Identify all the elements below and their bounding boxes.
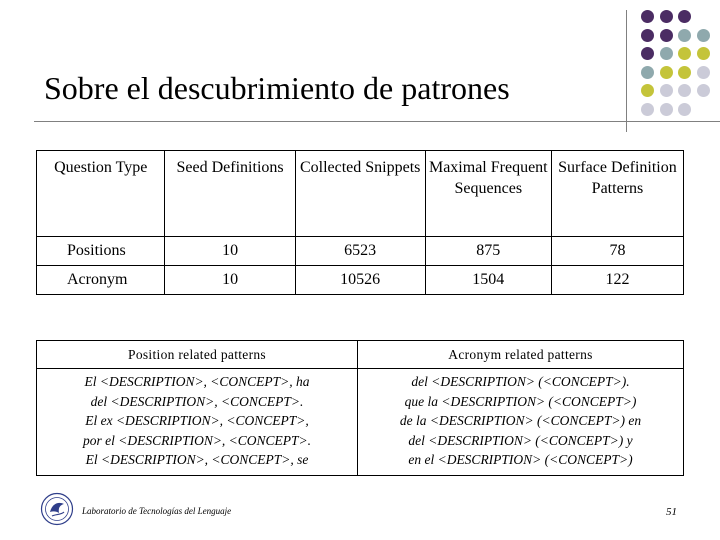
- decorative-dot-grid: [641, 10, 717, 124]
- pattern-line: en el <DESCRIPTION> (<CONCEPT>): [408, 452, 633, 468]
- pattern-line: del <DESCRIPTION> (<CONCEPT>).: [411, 374, 630, 389]
- lab-name: Laboratorio de Tecnologías del Lenguaje: [82, 506, 232, 516]
- title-divider: [34, 121, 720, 122]
- table-cell: Acronym: [37, 266, 165, 295]
- decorative-dot: [660, 10, 673, 23]
- column-header: Maximal Frequent Sequences: [425, 151, 551, 237]
- table-cell: 122: [551, 266, 683, 295]
- decorative-dot: [678, 103, 691, 116]
- decorative-dot: [641, 66, 654, 79]
- table-cell: 6523: [295, 237, 425, 266]
- decorative-dot: [678, 10, 691, 23]
- table-cell: 78: [551, 237, 683, 266]
- decorative-dot: [660, 29, 673, 42]
- pattern-line: El <DESCRIPTION>, <CONCEPT>, ha: [84, 374, 310, 389]
- column-header: Seed Definitions: [165, 151, 295, 237]
- table-cell: 10: [165, 237, 295, 266]
- statistics-header-row: [37, 151, 684, 237]
- decorative-dot: [697, 66, 710, 79]
- decorative-dot: [641, 84, 654, 97]
- decorative-dot: [697, 29, 710, 42]
- pattern-line: El <DESCRIPTION>, <CONCEPT>, se: [85, 452, 309, 468]
- decorative-dot: [678, 47, 691, 60]
- pattern-line: de la <DESCRIPTION> (<CONCEPT>) en: [399, 413, 642, 429]
- pattern-line: El ex <DESCRIPTION>, <CONCEPT>,: [85, 413, 309, 429]
- table-cell: Positions: [37, 237, 165, 266]
- decorative-dot: [678, 66, 691, 79]
- decorative-dot: [641, 10, 654, 23]
- table-cell: 875: [425, 237, 551, 266]
- decorative-dot: [697, 47, 710, 60]
- decorative-dot: [660, 84, 673, 97]
- lab-logo-icon: [40, 492, 74, 526]
- decorative-dot: [678, 84, 691, 97]
- patterns-table: [36, 340, 684, 476]
- statistics-table: [36, 150, 684, 295]
- column-header: Surface Definition Patterns: [551, 151, 683, 237]
- decorative-dot: [641, 47, 654, 60]
- position-patterns-cell: [37, 369, 358, 476]
- pattern-line: que la <DESCRIPTION> (<CONCEPT>): [404, 393, 637, 409]
- decorative-dot: [660, 103, 673, 116]
- acronym-patterns-cell: [358, 369, 684, 476]
- corner-divider: [626, 10, 627, 132]
- pattern-line: del <DESCRIPTION> (<CONCEPT>) y: [408, 432, 633, 448]
- column-header: Collected Snippets: [295, 151, 425, 237]
- acronym-patterns-header: Acronym related patterns: [358, 341, 684, 369]
- position-patterns-header: Position related patterns: [37, 341, 358, 369]
- table-cell: 1504: [425, 266, 551, 295]
- decorative-dot: [678, 29, 691, 42]
- table-row: [37, 237, 684, 266]
- decorative-dot: [660, 47, 673, 60]
- table-row: [37, 369, 684, 476]
- decorative-dot: [641, 103, 654, 116]
- decorative-dot: [697, 84, 710, 97]
- column-header: Question Type: [37, 151, 165, 237]
- decorative-dot: [641, 29, 654, 42]
- decorative-dot: [660, 66, 673, 79]
- pattern-line: por el <DESCRIPTION>, <CONCEPT>.: [82, 432, 312, 448]
- page-number: 51: [666, 506, 677, 518]
- slide-title: Sobre el descubrimiento de patrones: [44, 70, 510, 106]
- patterns-header-row: [37, 341, 684, 369]
- table-row: [37, 266, 684, 295]
- table-cell: 10526: [295, 266, 425, 295]
- table-cell: 10: [165, 266, 295, 295]
- pattern-line: del <DESCRIPTION>, <CONCEPT>.: [90, 393, 304, 409]
